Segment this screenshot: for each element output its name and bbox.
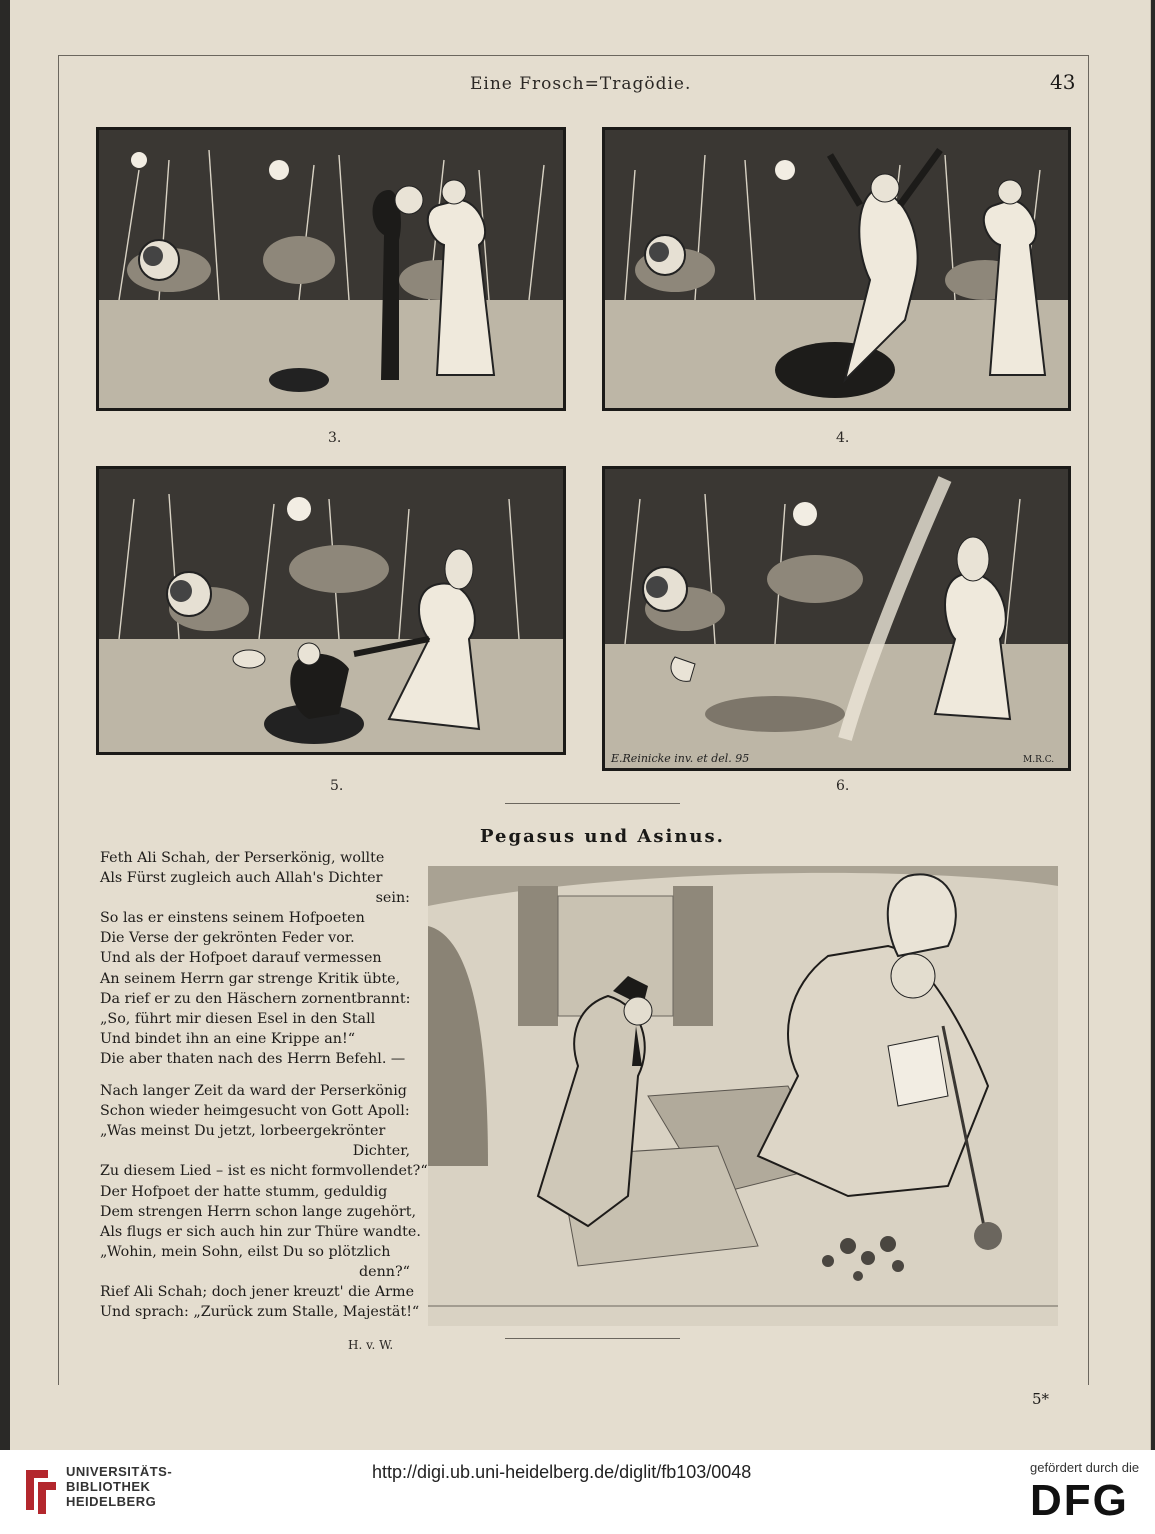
frame-right-line <box>1088 55 1089 1385</box>
stanza-gap <box>100 1069 410 1081</box>
poem-line: An seinem Herrn gar strenge Kritik übte, <box>100 970 401 987</box>
library-line-3: HEIDELBERG <box>66 1494 157 1509</box>
panel-3-illustration <box>99 130 563 408</box>
page-header-title: Eine Frosch=Tragödie. <box>470 74 692 94</box>
comic-panel-3 <box>96 127 566 411</box>
poem-line: Da rief er zu den Häschern zornentbrannt: <box>100 990 411 1007</box>
panel-5-illustration <box>99 469 563 752</box>
poem-line: Und bindet ihn an eine Krippe an!“ <box>100 1030 356 1047</box>
separator-rule <box>505 803 680 804</box>
poem-line: Als flugs er sich auch hin zur Thüre wandte. <box>100 1223 421 1240</box>
poem-line: Feth Ali Schah, der Perserkönig, wollte <box>100 850 385 866</box>
library-line-1: UNIVERSITÄTS- <box>66 1464 173 1479</box>
panel-6-number: 6. <box>836 778 850 794</box>
panel-4-illustration <box>605 130 1068 408</box>
panel-6-mark: M.R.C. <box>1023 755 1055 765</box>
poem-line: „So, führt mir diesen Esel in den Stall <box>100 1010 376 1027</box>
scanned-page <box>10 0 1151 1450</box>
comic-panel-4 <box>602 127 1071 411</box>
poem-line: Die Verse der gekrönten Feder vor. <box>100 930 355 947</box>
poem-line: Und sprach: „Zurück zum Stalle, Majestät!“ <box>100 1304 420 1321</box>
poem-line: Als Fürst zugleich auch Allah's Dichter <box>100 870 383 887</box>
panel-5-number: 5. <box>330 778 344 794</box>
permalink-url[interactable]: http://digi.ub.uni-heidelberg.de/diglit/fb103/0048 <box>372 1462 752 1482</box>
frame-left-line <box>58 55 59 1385</box>
poem-signature: H. v. W. <box>348 1338 394 1352</box>
library-line-2: BIBLIOTHEK <box>66 1479 151 1494</box>
panel-4-number: 4. <box>836 430 850 446</box>
comic-panel-6 <box>602 466 1071 771</box>
poem-line: sein: <box>375 890 410 907</box>
page-number: 43 <box>1050 70 1076 94</box>
poem-line: Schon wieder heimgesucht von Gott Apoll: <box>100 1103 410 1120</box>
panel-6-signature: E.Reinicke inv. et del. 95 <box>611 752 750 765</box>
poem-line: So las er einstens seinem Hofpoeten <box>100 910 365 927</box>
poem-line: Rief Ali Schah; doch jener kreuzt' die Arme <box>100 1283 415 1300</box>
poem-line: „Wohin, mein Sohn, eilst Du so plötzlich <box>100 1243 391 1260</box>
footer-bar <box>0 1450 1155 1534</box>
poem-line: Und als der Hofpoet darauf vermessen <box>100 950 382 967</box>
poem-line: „Was meinst Du jetzt, lorbeergekrönter <box>100 1123 386 1140</box>
poem-line: Dem strengen Herrn schon lange zugehört, <box>100 1203 416 1220</box>
university-library-name[interactable] <box>66 1464 172 1509</box>
bottom-separator-rule <box>505 1338 680 1339</box>
frame-top-line <box>58 55 1088 56</box>
shah-and-poet-drawing <box>428 866 1058 1326</box>
funded-by-label: gefördert durch die <box>1030 1460 1140 1475</box>
poem-line: Zu diesem Lied – ist es nicht formvollendet?“ <box>100 1163 428 1180</box>
shah-and-poet-illustration <box>428 866 1058 1326</box>
dfg-logo[interactable]: DFG <box>1030 1476 1129 1525</box>
panel-3-number: 3. <box>328 430 342 446</box>
poem-line: Der Hofpoet der hatte stumm, geduldig <box>100 1183 388 1200</box>
poem-line: Nach langer Zeit da ward der Perserkönig <box>100 1083 407 1100</box>
poem-text <box>100 848 428 1322</box>
panel-6-illustration <box>605 469 1068 768</box>
poem-line: Die aber thaten nach des Herrn Befehl. — <box>100 1050 406 1067</box>
signature-mark: 5* <box>1032 1390 1050 1408</box>
comic-panel-5 <box>96 466 566 755</box>
university-library-logo-icon[interactable] <box>22 1462 60 1518</box>
article-title: Pegasus und Asinus. <box>480 826 725 847</box>
poem-line: Dichter, <box>352 1143 410 1160</box>
poem-line: denn?“ <box>358 1263 410 1280</box>
